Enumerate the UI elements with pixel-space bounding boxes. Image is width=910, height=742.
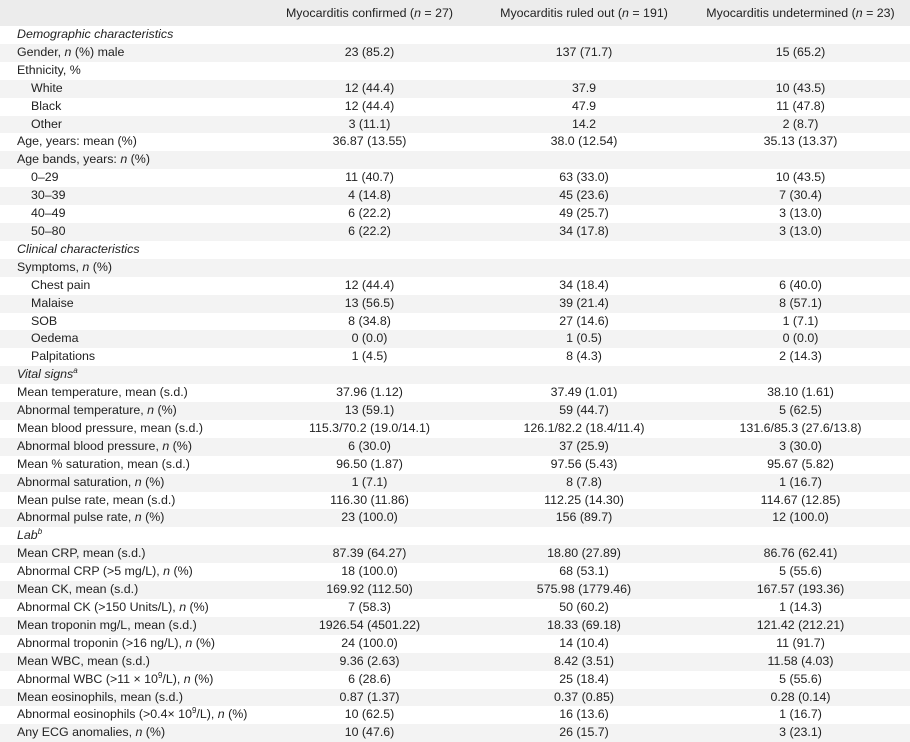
value-undetermined: 3 (23.1) — [779, 725, 822, 740]
value-confirmed: 115.3/70.2 (19.0/14.1) — [308, 420, 430, 435]
label-text: n — [163, 564, 171, 579]
label-text: n — [179, 600, 187, 614]
label-text: Ethnicity, % — [17, 62, 81, 77]
row-label — [0, 384, 262, 402]
label-text: /L), — [162, 671, 184, 686]
value-undetermined: 114.67 (12.85) — [760, 492, 841, 507]
label-text: Gender, — [17, 44, 65, 59]
label-text: Black — [31, 98, 62, 113]
row-label — [0, 62, 262, 80]
label-text: Mean pulse rate, mean (s.d.) — [17, 492, 176, 507]
value-ruled-out: 14.2 — [571, 116, 597, 131]
label-text: (%) — [186, 600, 209, 614]
label-text: Symptoms, — [17, 259, 83, 274]
table-row — [0, 474, 910, 492]
table-row — [0, 259, 910, 277]
value-ruled-out: 156 (89.7) — [555, 510, 613, 525]
value-undetermined: 11 (91.7) — [776, 635, 825, 650]
value-ruled-out — [477, 62, 691, 80]
subcategory-label — [0, 98, 262, 116]
table-row — [0, 581, 910, 599]
label-text: SOB — [31, 313, 58, 328]
label-text: Clinical characteristics — [17, 241, 140, 256]
value-confirmed: 37.96 (1.12) — [336, 385, 403, 400]
label-text: (%) — [142, 725, 166, 740]
label-text: White — [31, 80, 63, 95]
table-row — [0, 205, 910, 223]
label-text: Abnormal WBC (>11 × 10 — [17, 671, 158, 686]
value-confirmed: 10 (47.6) — [344, 725, 395, 740]
label-text: n — [134, 474, 142, 489]
table-row — [0, 169, 910, 187]
row-label — [0, 653, 262, 671]
table-row — [0, 617, 910, 635]
value-undetermined: 5 (62.5) — [779, 403, 822, 418]
superscript: b — [37, 527, 43, 537]
value-ruled-out: 18.33 (69.18) — [547, 617, 621, 632]
value-confirmed: 36.87 (13.55) — [332, 134, 407, 149]
label-text: n — [217, 707, 225, 722]
row-label — [0, 689, 262, 707]
superscript: 9 — [191, 706, 197, 716]
value-confirmed: 10 (62.5) — [344, 707, 395, 722]
table-row — [0, 295, 910, 313]
value-undetermined: 0 (0.0) — [782, 331, 819, 346]
value-confirmed: 11 (40.7) — [345, 170, 394, 185]
table-row — [0, 689, 910, 707]
row-label — [0, 133, 262, 151]
value-ruled-out: 575.98 (1779.46) — [536, 582, 632, 597]
label-text: n — [82, 259, 90, 274]
label-text: (%) — [170, 564, 193, 579]
row-label — [0, 456, 262, 474]
table-row — [0, 706, 910, 724]
row-label — [0, 492, 262, 510]
value-undetermined: 10 (43.5) — [775, 170, 826, 185]
value-confirmed — [262, 259, 477, 277]
table-row — [0, 133, 910, 151]
table-row — [0, 724, 910, 742]
value-confirmed: 6 (22.2) — [348, 223, 391, 238]
subcategory-label — [0, 169, 262, 187]
label-text: Age bands, years: — [17, 152, 121, 167]
label-text: (%) — [89, 259, 113, 274]
value-ruled-out: 126.1/82.2 (18.4/11.4) — [523, 420, 645, 435]
section-spacer — [262, 241, 910, 259]
subcategory-label — [0, 277, 262, 295]
value-ruled-out: 18.80 (27.89) — [547, 546, 621, 561]
subcategory-label — [0, 348, 262, 366]
label-text: Abnormal CRP (>5 mg/L), — [17, 564, 164, 579]
value-confirmed: 13 (56.5) — [344, 295, 395, 310]
value-confirmed: 169.92 (112.50) — [326, 582, 413, 597]
value-ruled-out: 68 (53.1) — [559, 564, 609, 579]
label-text: 50–80 — [31, 223, 66, 238]
value-confirmed: 24 (100.0) — [341, 635, 398, 650]
table-header — [0, 0, 910, 26]
section-header-row — [0, 366, 910, 384]
value-confirmed: 87.39 (64.27) — [332, 546, 407, 561]
table-row — [0, 402, 910, 420]
superscript: 9 — [157, 670, 163, 680]
row-label — [0, 635, 262, 653]
label-text: Abnormal pulse rate, — [17, 510, 135, 525]
label-text: n — [185, 635, 193, 650]
header-label-column — [0, 0, 262, 26]
table-row — [0, 277, 910, 295]
value-undetermined: 38.10 (1.61) — [767, 385, 834, 400]
value-ruled-out: 59 (44.7) — [559, 403, 609, 418]
row-label — [0, 151, 262, 169]
value-undetermined: 11 (47.8) — [776, 98, 825, 113]
section-spacer — [262, 527, 910, 545]
value-confirmed — [262, 151, 477, 169]
table-row — [0, 438, 910, 456]
row-label — [0, 474, 262, 492]
subcategory-label — [0, 313, 262, 331]
label-text: /L), — [196, 707, 218, 722]
table-row — [0, 545, 910, 563]
value-undetermined: 11.58 (4.03) — [767, 653, 834, 668]
superscript: a — [73, 366, 78, 376]
row-label — [0, 581, 262, 599]
label-text: (%) — [154, 403, 177, 418]
value-undetermined: 2 (8.7) — [782, 116, 819, 131]
value-ruled-out: 25 (18.4) — [559, 671, 609, 686]
table-row — [0, 563, 910, 581]
row-label — [0, 259, 262, 277]
table-row — [0, 80, 910, 98]
value-undetermined: 1 (7.1) — [782, 313, 819, 328]
row-label — [0, 509, 262, 527]
value-confirmed: 0 (0.0) — [351, 331, 388, 346]
value-confirmed: 4 (14.8) — [348, 188, 391, 203]
table-row — [0, 313, 910, 331]
subcategory-label — [0, 187, 262, 205]
row-label — [0, 617, 262, 635]
label-text: (%) — [192, 635, 216, 650]
table-row — [0, 44, 910, 62]
section-header-row — [0, 527, 910, 545]
value-confirmed: 8 (34.8) — [348, 313, 391, 328]
label-text: (%) — [127, 152, 150, 167]
value-undetermined: 1 (16.7) — [779, 707, 822, 722]
value-confirmed: 23 (100.0) — [341, 510, 398, 525]
table-row — [0, 492, 910, 510]
value-confirmed: 6 (28.6) — [348, 671, 391, 686]
value-confirmed: 6 (30.0) — [348, 438, 391, 453]
value-ruled-out: 137 (71.7) — [555, 44, 613, 59]
table-body — [0, 26, 910, 742]
label-text: n — [147, 403, 155, 418]
label-text: (%) — [190, 671, 214, 686]
label-text: Malaise — [31, 295, 74, 310]
value-ruled-out — [477, 259, 691, 277]
value-undetermined: 3 (13.0) — [779, 206, 822, 221]
label-text: Oedema — [31, 331, 79, 346]
value-ruled-out: 38.0 (12.54) — [550, 134, 618, 149]
value-ruled-out: 50 (60.2) — [559, 600, 609, 614]
value-undetermined: 0.28 (0.14) — [770, 689, 831, 704]
value-ruled-out: 16 (13.6) — [559, 707, 609, 722]
value-undetermined: 167.57 (193.36) — [756, 582, 845, 597]
label-text: n — [64, 44, 72, 59]
table-row — [0, 348, 910, 366]
label-text: Mean blood pressure, mean (s.d.) — [17, 420, 203, 435]
value-confirmed: 9.36 (2.63) — [339, 653, 400, 668]
value-undetermined: 3 (30.0) — [779, 438, 822, 453]
value-ruled-out: 8 (4.3) — [566, 349, 602, 364]
value-undetermined: 6 (40.0) — [779, 277, 822, 292]
table-row — [0, 62, 910, 80]
label-text: 40–49 — [31, 206, 66, 221]
label-text: n — [120, 152, 128, 167]
label-text: Mean troponin mg/L, mean (s.d.) — [17, 617, 197, 632]
label-text: Abnormal eosinophils (>0.4× 10 — [17, 707, 192, 722]
row-label — [0, 724, 262, 742]
label-text: Mean WBC, mean (s.d.) — [17, 653, 150, 668]
value-ruled-out: 37 (25.9) — [559, 438, 609, 453]
table-row — [0, 653, 910, 671]
value-ruled-out: 34 (18.4) — [559, 277, 609, 292]
value-undetermined: 86.76 (62.41) — [763, 546, 838, 561]
table-row — [0, 151, 910, 169]
table-row — [0, 635, 910, 653]
value-undetermined: 5 (55.6) — [779, 671, 822, 686]
value-confirmed: 3 (11.1) — [348, 116, 391, 131]
value-undetermined — [691, 259, 910, 277]
label-text: Mean temperature, mean (s.d.) — [17, 385, 188, 400]
label-text: Age, years: mean (%) — [17, 134, 137, 149]
label-text: 30–39 — [31, 188, 66, 203]
section-header-row — [0, 26, 910, 44]
value-confirmed: 6 (22.2) — [348, 206, 391, 221]
label-text: Mean CK, mean (s.d.) — [17, 582, 139, 597]
row-label — [0, 44, 262, 62]
row-label — [0, 545, 262, 563]
label-text: Mean eosinophils, mean (s.d.) — [17, 689, 183, 704]
value-ruled-out — [477, 151, 691, 169]
label-text: Abnormal temperature, — [17, 403, 148, 418]
value-undetermined: 95.67 (5.82) — [767, 456, 834, 471]
table-row — [0, 671, 910, 689]
label-text: n — [135, 725, 143, 740]
label-text: Any ECG anomalies, — [17, 725, 136, 740]
value-ruled-out: 14 (10.4) — [559, 635, 609, 650]
label-text: Other — [31, 116, 62, 131]
table-row — [0, 223, 910, 241]
value-ruled-out: 27 (14.6) — [559, 313, 609, 328]
section-title — [0, 241, 262, 259]
subcategory-label — [0, 205, 262, 223]
value-ruled-out: 8.42 (3.51) — [554, 653, 614, 668]
label-text: 0–29 — [31, 170, 59, 185]
value-ruled-out: 37.9 — [571, 80, 597, 95]
label-text: (%) — [141, 510, 165, 525]
value-undetermined: 15 (65.2) — [775, 44, 826, 59]
value-confirmed — [262, 62, 477, 80]
label-text: Lab — [17, 528, 38, 543]
table-row — [0, 330, 910, 348]
value-undetermined: 7 (30.4) — [779, 188, 822, 203]
value-confirmed: 18 (100.0) — [341, 564, 398, 579]
table-row — [0, 509, 910, 527]
label-text: n — [183, 671, 191, 686]
value-undetermined: 5 (55.6) — [779, 564, 822, 579]
section-title — [0, 527, 262, 545]
value-undetermined: 2 (14.3) — [779, 349, 822, 364]
header-myocarditis-ruled-out: Myocarditis ruled out (n = 191) — [500, 6, 668, 20]
value-undetermined: 1 (14.3) — [779, 600, 822, 614]
label-text: (%) — [141, 474, 165, 489]
table-row — [0, 420, 910, 438]
value-confirmed: 23 (85.2) — [344, 44, 395, 59]
header-myocarditis-confirmed: Myocarditis confirmed (n = 27) — [285, 6, 453, 20]
label-text: n — [162, 438, 170, 453]
value-undetermined: 10 (43.5) — [775, 80, 826, 95]
label-text: Vital signs — [17, 367, 74, 382]
value-ruled-out: 1 (0.5) — [566, 331, 602, 346]
value-ruled-out: 8 (7.8) — [566, 474, 602, 489]
label-text: Abnormal blood pressure, — [17, 438, 163, 453]
value-ruled-out: 37.49 (1.01) — [550, 385, 618, 400]
section-header-row — [0, 241, 910, 259]
table-row — [0, 187, 910, 205]
label-text: Mean % saturation, mean (s.d.) — [17, 456, 190, 471]
row-label — [0, 563, 262, 581]
label-text: Abnormal saturation, — [17, 474, 135, 489]
row-label — [0, 706, 262, 724]
value-undetermined: 1 (16.7) — [779, 474, 822, 489]
label-text: (%) — [224, 707, 248, 722]
label-text: Mean CRP, mean (s.d.) — [17, 546, 146, 561]
value-confirmed: 0.87 (1.37) — [339, 689, 400, 704]
value-ruled-out: 26 (15.7) — [559, 725, 609, 740]
label-text: (%) — [169, 438, 192, 453]
value-ruled-out: 47.9 — [571, 98, 597, 113]
value-undetermined — [691, 62, 910, 80]
table-row — [0, 456, 910, 474]
row-label — [0, 671, 262, 689]
row-label — [0, 402, 262, 420]
value-confirmed: 96.50 (1.87) — [336, 456, 403, 471]
value-undetermined: 12 (100.0) — [772, 510, 829, 525]
value-undetermined: 121.42 (212.21) — [756, 617, 845, 632]
label-text: Abnormal troponin (>16 ng/L), — [17, 635, 186, 650]
subcategory-label — [0, 330, 262, 348]
value-confirmed: 1926.54 (4501.22) — [318, 617, 421, 632]
table-row — [0, 599, 910, 617]
value-ruled-out: 63 (33.0) — [559, 170, 609, 185]
label-text: (%) male — [71, 44, 125, 59]
value-confirmed: 7 (58.3) — [348, 600, 391, 614]
value-confirmed: 12 (44.4) — [344, 98, 395, 113]
table-row — [0, 116, 910, 134]
value-ruled-out: 112.25 (14.30) — [544, 492, 624, 507]
row-label — [0, 438, 262, 456]
value-confirmed: 116.30 (11.86) — [330, 492, 409, 507]
value-undetermined: 35.13 (13.37) — [763, 134, 838, 149]
subcategory-label — [0, 295, 262, 313]
section-spacer — [262, 26, 910, 44]
label-text: Chest pain — [31, 277, 91, 292]
table-row — [0, 384, 910, 402]
value-confirmed: 13 (59.1) — [344, 403, 395, 418]
subcategory-label — [0, 116, 262, 134]
value-undetermined — [691, 151, 910, 169]
value-undetermined: 3 (13.0) — [779, 223, 822, 238]
label-text: Demographic characteristics — [17, 27, 174, 41]
label-text: Abnormal CK (>150 Units/L), — [17, 600, 180, 614]
section-title — [0, 26, 262, 44]
value-confirmed: 1 (7.1) — [351, 474, 388, 489]
value-ruled-out: 49 (25.7) — [559, 206, 609, 221]
label-text: n — [134, 510, 142, 525]
subcategory-label — [0, 80, 262, 98]
value-ruled-out: 0.37 (0.85) — [554, 689, 614, 704]
value-confirmed: 12 (44.4) — [344, 277, 395, 292]
label-text: Palpitations — [31, 349, 96, 364]
value-undetermined: 8 (57.1) — [779, 295, 822, 310]
value-ruled-out: 97.56 (5.43) — [550, 456, 618, 471]
value-ruled-out: 34 (17.8) — [559, 223, 609, 238]
section-spacer — [262, 366, 910, 384]
header-row — [0, 0, 910, 26]
value-ruled-out: 45 (23.6) — [559, 188, 609, 203]
section-title — [0, 366, 262, 384]
value-confirmed: 1 (4.5) — [351, 349, 388, 364]
table-row — [0, 98, 910, 116]
row-label — [0, 599, 262, 617]
value-undetermined: 131.6/85.3 (27.6/13.8) — [739, 420, 862, 435]
subcategory-label — [0, 223, 262, 241]
row-label — [0, 420, 262, 438]
value-ruled-out: 39 (21.4) — [559, 295, 609, 310]
value-confirmed: 12 (44.4) — [344, 80, 395, 95]
header-myocarditis-undetermined: Myocarditis undetermined (n = 23) — [706, 6, 895, 20]
